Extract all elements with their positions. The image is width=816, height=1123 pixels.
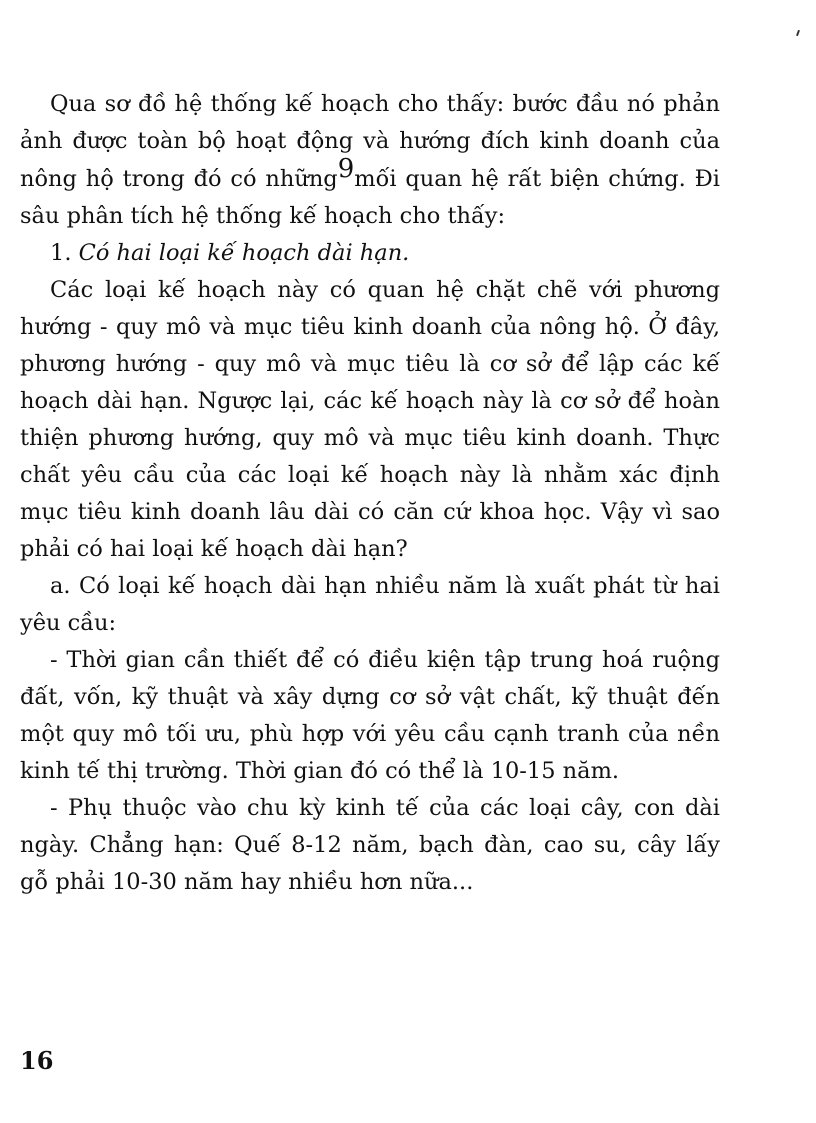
page-number: 16	[20, 1046, 54, 1075]
paragraph-intro-text: Qua sơ đồ hệ thống kế hoạch cho thấy: bước đầu nó phản ảnh được toàn bộ hoạt động và hướng đích kinh doanh của nông hộ trong đó có những	[20, 91, 720, 192]
heading-item-1-title: Có hai loại kế hoạch dài hạn.	[78, 240, 410, 266]
paragraph-bullet-time: - Thời gian cần thiết để có điều kiện tập trung hoá ruộng đất, vốn, kỹ thuật và xây dựng cơ sở vật chất, kỹ thuật đến một quy mô tối ưu, phù hợp với yêu cầu cạnh tranh của nền kinh tế thị trường. Thời gian đó có thể là 10-15 năm.	[20, 647, 720, 784]
paragraph-intro-text-cont: mối quan hệ rất biện chứng. Đi sâu phân tích hệ thống kế hoạch cho thấy:	[20, 166, 720, 229]
heading-item-1-number: 1.	[50, 240, 79, 266]
body-text	[20, 86, 720, 901]
paragraph-bullet-cycle: - Phụ thuộc vào chu kỳ kinh tế của các loại cây, con dài ngày. Chẳng hạn: Quế 8-12 năm, bạch đàn, cao su, cây lấy gỗ phải 10-30 năm hay nhiều hơn nữa...	[20, 795, 720, 895]
heading-item-1	[20, 235, 720, 272]
corner-mark	[796, 30, 800, 36]
stray-marker: 9	[337, 154, 355, 184]
paragraph-intro	[20, 86, 720, 235]
paragraph-item-a: a. Có loại kế hoạch dài hạn nhiều năm là xuất phát từ hai yêu cầu:	[20, 573, 720, 636]
paragraph-long-term-plans: Các loại kế hoạch này có quan hệ chặt chẽ với phương hướng - quy mô và mục tiêu kinh doanh của nông hộ. Ở đây, phương hướng - quy mô và mục tiêu là cơ sở để lập các kế hoạch dài hạn. Ngược lại, các kế hoạch này là cơ sở để hoàn thiện phương hướng, quy mô và mục tiêu kinh doanh. Thực chất yêu cầu của các loại kế hoạch này là nhằm xác định mục tiêu kinh doanh lâu dài có căn cứ khoa học. Vậy vì sao phải có hai loại kế hoạch dài hạn?	[20, 277, 720, 562]
